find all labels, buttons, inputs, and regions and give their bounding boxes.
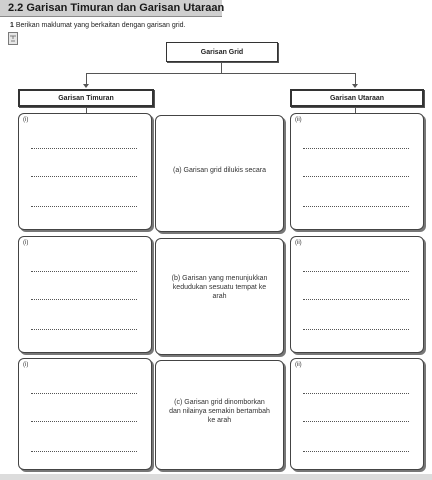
answer-line[interactable] bbox=[31, 271, 137, 272]
answer-line[interactable] bbox=[303, 421, 409, 422]
answer-line[interactable] bbox=[31, 451, 137, 452]
answer-line[interactable] bbox=[31, 421, 137, 422]
connector-horizontal bbox=[86, 73, 356, 74]
answer-line[interactable] bbox=[303, 271, 409, 272]
question-box bbox=[155, 360, 284, 470]
instruction-number: 1 bbox=[10, 22, 14, 29]
answer-line[interactable] bbox=[31, 176, 137, 177]
answer-box-right[interactable] bbox=[290, 358, 424, 470]
item-label: (ii) bbox=[295, 362, 302, 368]
answer-box-left[interactable] bbox=[18, 358, 152, 470]
page-title: 2.2 Garisan Timuran dan Garisan Utaraan bbox=[8, 2, 225, 14]
item-label: (i) bbox=[23, 240, 29, 246]
question-box bbox=[155, 115, 284, 232]
answer-box-right[interactable] bbox=[290, 113, 424, 230]
answer-line[interactable] bbox=[303, 299, 409, 300]
answer-box-left[interactable] bbox=[18, 113, 152, 230]
answer-line[interactable] bbox=[303, 148, 409, 149]
question-text: (b) Garisan yang menunjukkan kedudukan sesuatu tempat ke arah bbox=[171, 275, 268, 300]
answer-box-right[interactable] bbox=[290, 236, 424, 353]
bottom-edge bbox=[0, 474, 432, 480]
answer-line[interactable] bbox=[31, 299, 137, 300]
level-badge-graphic bbox=[9, 34, 17, 44]
answer-line[interactable] bbox=[31, 393, 137, 394]
item-label: (i) bbox=[23, 362, 29, 368]
timuran-head-box: Garisan Timuran bbox=[18, 89, 154, 107]
answer-line[interactable] bbox=[303, 451, 409, 452]
item-label: (ii) bbox=[295, 117, 302, 123]
instruction bbox=[10, 22, 186, 29]
question-text: (a) Garisan grid dilukis secara bbox=[173, 167, 266, 174]
answer-line[interactable] bbox=[303, 329, 409, 330]
answer-line[interactable] bbox=[303, 206, 409, 207]
answer-line[interactable] bbox=[31, 206, 137, 207]
item-label: (i) bbox=[23, 117, 29, 123]
arrow-down-icon bbox=[83, 84, 89, 88]
utaraan-head-box: Garisan Utaraan bbox=[290, 89, 424, 107]
answer-line[interactable] bbox=[303, 393, 409, 394]
item-label: (ii) bbox=[295, 240, 302, 246]
arrow-down-icon bbox=[352, 84, 358, 88]
answer-line[interactable] bbox=[31, 329, 137, 330]
answer-line[interactable] bbox=[31, 148, 137, 149]
answer-line[interactable] bbox=[303, 176, 409, 177]
grid-root-box: Garisan Grid bbox=[166, 42, 278, 62]
level-badge-icon bbox=[8, 32, 18, 45]
answer-box-left[interactable] bbox=[18, 236, 152, 353]
question-box bbox=[155, 238, 284, 355]
question-text: (c) Garisan grid dinomborkan dan nilainya semakin bertambah ke arah bbox=[169, 399, 270, 424]
instruction-text: Berikan maklumat yang berkaitan dengan garisan grid. bbox=[15, 22, 186, 29]
